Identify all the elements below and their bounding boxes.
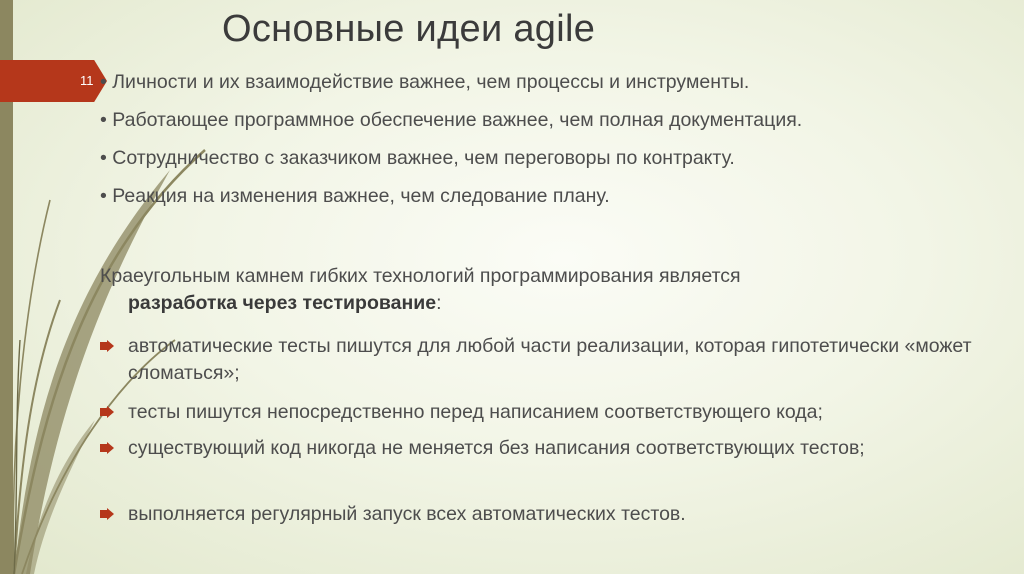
paragraph-bold-text: разработка через тестирование <box>128 292 437 314</box>
principle-text: Реакция на изменения важнее, чем следование плану. <box>112 185 610 207</box>
list-item <box>100 399 1000 435</box>
list-item: • Работающее программное обеспечение важнее, чем полная документация. <box>100 109 803 131</box>
principle-text: Работающее программное обеспечение важнее, чем полная документация. <box>112 109 803 131</box>
principle-text: Сотрудничество с заказчиком важнее, чем переговоры по контракту. <box>112 147 735 169</box>
arrow-bullet-icon <box>100 340 114 352</box>
item-text: тесты пишутся непосредственно перед написанием соответствующего кода; <box>128 401 823 423</box>
tdd-rules-list <box>100 333 1000 528</box>
list-item <box>100 435 1000 501</box>
item-text: автоматические тесты пишутся для любой части реализации, которая гипотетически «может сломаться»; <box>128 335 972 384</box>
paragraph-text: Краеугольным камнем гибких технологий программирования является <box>100 265 741 287</box>
tdd-paragraph <box>100 263 980 317</box>
principle-text: Личности и их взаимодействие важнее, чем процессы и инструменты. <box>112 71 750 93</box>
list-item <box>100 501 1000 528</box>
item-text: существующий код никогда не меняется без написания соответствующих тестов; <box>128 437 865 459</box>
paragraph-tail: : <box>436 292 442 314</box>
slide-number: 11 <box>80 73 94 88</box>
arrow-bullet-icon <box>100 508 114 520</box>
arrow-bullet-icon <box>100 442 114 454</box>
list-item: • Реакция на изменения важнее, чем следование плану. <box>100 185 610 207</box>
principles-list <box>100 70 1000 222</box>
list-item: • Сотрудничество с заказчиком важнее, чем переговоры по контракту. <box>100 147 735 169</box>
arrow-bullet-icon <box>100 406 114 418</box>
list-item <box>100 333 1000 399</box>
slide-title: Основные идеи agile <box>222 8 596 50</box>
list-item: • Личности и их взаимодействие важнее, чем процессы и инструменты. <box>100 71 750 93</box>
item-text: выполняется регулярный запуск всех автоматических тестов. <box>128 503 686 525</box>
